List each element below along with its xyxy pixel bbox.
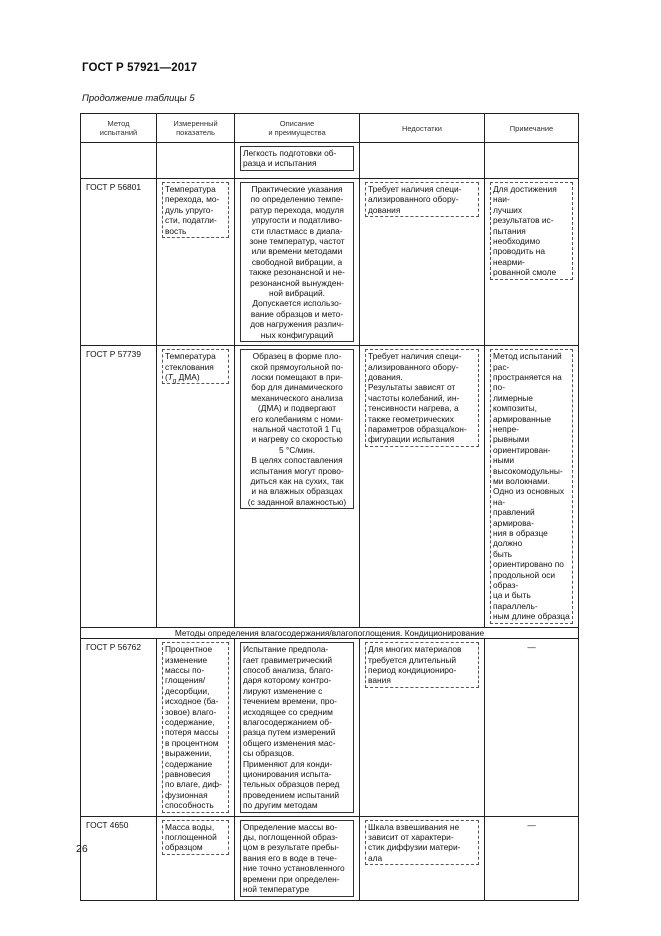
header-description-line2: и преимущества <box>268 128 326 137</box>
text-line: Процентное <box>165 644 213 655</box>
text-line: — <box>527 642 536 653</box>
text-line: ала <box>368 852 383 863</box>
text-line: Метод испытаний рас- <box>493 351 562 372</box>
section-title: Методы определения влагосодержания/влагопоглощения. Кондиционирование <box>81 627 579 639</box>
cell-description <box>235 816 360 900</box>
description-text <box>240 146 354 171</box>
text-line: Требует наличия специ- <box>368 184 462 194</box>
text-line: дов нагружения различ- <box>250 319 344 330</box>
note-text <box>490 182 573 280</box>
text-line: ализированного обору- <box>368 194 459 205</box>
text-line: Для достижения наи- <box>493 184 557 205</box>
text-line: правлений армирова- <box>493 507 535 528</box>
header-method <box>81 114 157 143</box>
text-line: влагосодержанием об- <box>243 717 332 727</box>
header-method-line1: Метод <box>107 119 130 128</box>
cell-drawbacks <box>360 143 485 179</box>
text-line: ной вибраций. <box>268 288 325 299</box>
text-line: в процентном <box>165 737 219 748</box>
text-line: (с заданной влажностью) <box>247 496 347 507</box>
cell-method <box>81 346 157 628</box>
text-line: ния в образце должно <box>493 528 548 549</box>
text-line: фузионная <box>165 789 208 800</box>
cell-description <box>235 639 360 817</box>
text-line: и нагреву со скоростью <box>251 434 343 445</box>
table-row <box>81 346 579 628</box>
text-line: времени при определен- <box>243 873 340 884</box>
text-line: дуль упруго- <box>165 204 214 215</box>
text-line: диться как на сухих, так <box>250 475 344 486</box>
text-line: лоски помещают в при- <box>251 371 343 382</box>
table-continuation-caption: Продолжение таблицы 5 <box>82 93 195 104</box>
text-line: его колебаниям с номи- <box>250 413 344 424</box>
header-indicator <box>157 114 235 143</box>
text-line: тельных образцов перед <box>243 779 340 790</box>
table-row <box>81 179 579 346</box>
text-line: изменение <box>165 654 208 665</box>
text-line: ской прямоугольной по- <box>250 361 344 372</box>
text-line: сти, податли- <box>165 215 217 226</box>
text-line: фигурации испытания <box>368 434 455 445</box>
header-method-line2: испытаний <box>99 128 138 137</box>
text-line: дования <box>368 204 401 215</box>
section-title-row <box>81 627 579 639</box>
text-line: цом в результате пребы- <box>243 842 339 853</box>
text-line: течением времени, про- <box>243 696 337 707</box>
text-line: ние точно установленного <box>243 863 345 874</box>
text-line: зовое) влаго- <box>165 706 217 717</box>
text-line: Температура <box>165 184 216 194</box>
text-line: тенсивности нагрева, а <box>368 403 459 414</box>
text-line: также резонансной и не- <box>249 267 345 278</box>
text-line: проведением испытаний <box>243 789 340 800</box>
text-line: по определению темпе- <box>250 194 344 205</box>
drawbacks-text <box>365 182 479 217</box>
text-line: ных конфигураций <box>260 329 334 340</box>
text-line: способность <box>165 800 214 811</box>
description-text <box>240 182 354 342</box>
cell-drawbacks <box>360 179 485 346</box>
text-line: зависит от характери- <box>368 832 454 843</box>
cell-description <box>235 179 360 346</box>
text-line: сти пластмасс в диапа- <box>251 225 343 236</box>
text-line: — <box>527 819 536 830</box>
text-line: Требует наличия специ- <box>368 351 462 362</box>
text-line: армированные непре- <box>493 413 552 434</box>
text-line: бор для динамического <box>251 382 343 393</box>
cell-indicator-text <box>157 143 234 149</box>
text-line: испытания могут прово- <box>250 465 344 476</box>
text-line: дования. <box>368 371 403 382</box>
text-line: разца путем измерений <box>243 727 336 738</box>
text-line: ной температуре <box>243 884 310 895</box>
indicator-symbol: ($T_g$ ДМА) <box>165 371 200 385</box>
drawbacks-text <box>365 642 479 688</box>
text-line: В целях сопоставления <box>251 455 343 466</box>
text-line: ми волокнами. <box>493 475 550 486</box>
text-line: лимерные композиты, <box>493 392 537 414</box>
text-line: нальной частотой 1 Гц <box>253 423 341 434</box>
cell-indicator <box>157 143 235 179</box>
cell-method <box>81 179 157 346</box>
cell-method <box>81 816 157 900</box>
note-text <box>490 349 573 624</box>
text-line: Образец в форме пло- <box>252 351 342 362</box>
text-line: и на влажных образцах <box>251 486 343 497</box>
text-line: Для многих материалов <box>368 644 462 655</box>
standard-code-header: ГОСТ Р 57921—2017 <box>82 62 198 74</box>
cell-note <box>485 179 579 346</box>
text-line: способ анализа, благо- <box>243 664 334 675</box>
description-text <box>240 349 354 509</box>
text-line: Одно из основных на- <box>493 486 565 507</box>
symbol-sub: g <box>172 378 177 385</box>
text-line: пространяется на по- <box>493 371 562 393</box>
method-code: ГОСТ 4650 <box>86 819 129 830</box>
text-line: даря которому контро- <box>243 675 332 686</box>
text-line: ды, поглощенной образ- <box>243 832 338 843</box>
text-line: массы по- <box>165 664 205 675</box>
cell-description <box>235 143 360 179</box>
text-line: ализированного обору- <box>368 361 459 372</box>
text-line: по влаге, диф- <box>165 779 222 790</box>
text-line: лируют изменение с <box>243 685 323 696</box>
text-line: Применяют для конди- <box>243 758 333 769</box>
text-line: проводить на неарми- <box>493 246 546 267</box>
text-line: сы образцов. <box>243 748 295 759</box>
text-line: перехода, мо- <box>165 194 220 205</box>
text-line: содержание <box>165 758 213 769</box>
header-indicator-line1: Измеренный <box>173 119 218 128</box>
text-line: по другим методам <box>243 800 318 811</box>
text-line: период кондициониро- <box>368 664 457 675</box>
cell-drawbacks <box>360 346 485 628</box>
cell-indicator <box>157 816 235 900</box>
cell-note <box>485 143 579 179</box>
header-description-line1: Описание <box>279 119 315 128</box>
text-line: вание образцов и мето- <box>250 308 344 319</box>
text-line: Испытание предпола- <box>243 644 329 655</box>
text-line: вость <box>165 225 187 236</box>
cell-indicator <box>157 346 235 628</box>
text-line: исходное (ба- <box>165 696 219 707</box>
indicator-text <box>162 182 229 238</box>
text-line: рованной смоле <box>493 267 557 278</box>
method-code: ГОСТ Р 56762 <box>86 642 141 653</box>
table-row <box>81 639 579 817</box>
text-line: гает гравиметрический <box>243 654 333 665</box>
symbol-rest: ДМА) <box>176 371 200 382</box>
text-line: равновесия <box>165 769 211 780</box>
text-line: Допускается использо- <box>252 298 342 309</box>
cell-indicator <box>157 639 235 817</box>
text-line: (ДМА) и подвергают <box>257 403 337 414</box>
header-description <box>235 114 360 143</box>
text-line: Практические указания <box>251 184 343 194</box>
text-line: зоне температур, частот <box>249 236 345 247</box>
description-text <box>240 820 354 897</box>
text-line: поглощенной <box>165 832 217 843</box>
method-code: ГОСТ Р 57739 <box>86 349 141 360</box>
text-line: ционирования испыта- <box>243 769 332 780</box>
table-header-row <box>81 114 579 143</box>
text-line: Легкость подготовки об- <box>243 148 337 158</box>
text-line: пытания необходимо <box>493 225 541 247</box>
indicator-text <box>162 820 229 855</box>
text-line: глощения/ <box>165 675 206 686</box>
symbol-T: T <box>167 371 173 382</box>
method-code: ГОСТ Р 56801 <box>86 182 141 192</box>
indicator-text <box>162 349 229 384</box>
text-line: или времени методами <box>251 246 343 257</box>
text-line: образцом <box>165 842 203 853</box>
header-note: Примечание <box>485 114 579 143</box>
text-line: также геометрических <box>368 413 454 424</box>
text-line: продольной оси образ- <box>493 569 556 591</box>
text-line: требуется длительный <box>368 654 457 665</box>
text-line: общего изменения мас- <box>243 737 336 748</box>
cell-note <box>485 816 579 900</box>
table-row <box>81 816 579 900</box>
text-line: вания его в воде в тече- <box>243 852 337 863</box>
cell-drawbacks <box>360 816 485 900</box>
text-line: 5 °С/мин. <box>278 444 316 455</box>
text-line: ным длине образца <box>493 611 570 622</box>
text-line: исходящее со средним <box>243 706 333 717</box>
description-text <box>240 642 354 813</box>
page-number: 26 <box>76 843 88 855</box>
indicator-line: стеклования <box>165 361 214 372</box>
indicator-line: Температура <box>165 351 216 362</box>
text-line: упругости и податливо- <box>251 215 343 226</box>
cell-note <box>485 639 579 817</box>
header-drawbacks: Недостатки <box>360 114 485 143</box>
text-line: рывными ориентирован- <box>493 434 551 455</box>
text-line: содержание, <box>165 717 215 727</box>
text-line: выражении, <box>165 748 212 759</box>
text-line: Результаты зависят от <box>368 382 456 393</box>
text-line: параметров образца/кон- <box>368 423 467 434</box>
text-line: механического анализа <box>251 392 343 403</box>
methods-table <box>80 113 579 901</box>
text-line: ратур перехода, модуля <box>250 204 344 215</box>
cell-note <box>485 346 579 628</box>
text-line: быть ориентировано по <box>493 548 564 570</box>
cell-method-text <box>81 143 156 149</box>
text-line: лучших результатов ис- <box>493 204 554 226</box>
text-line: вания <box>368 675 391 686</box>
text-line: десорбции, <box>165 685 210 696</box>
cell-method <box>81 143 157 179</box>
text-line: резонансной вынужден- <box>250 277 344 288</box>
text-line: ца и быть параллель- <box>493 590 538 611</box>
cell-indicator <box>157 179 235 346</box>
cell-drawbacks <box>360 639 485 817</box>
note-text <box>485 817 578 833</box>
cell-method <box>81 639 157 817</box>
text-line: Определение массы во- <box>243 821 338 832</box>
drawbacks-text <box>365 349 479 447</box>
text-line: свободной вибрации, а <box>251 256 343 267</box>
cell-description <box>235 346 360 628</box>
indicator-text <box>162 642 229 813</box>
table-row <box>81 143 579 179</box>
header-indicator-line2: показатель <box>176 128 215 137</box>
text-line: потеря массы <box>165 727 219 738</box>
text-line: частоты колебаний, ин- <box>368 392 460 403</box>
text-line: Масса воды, <box>165 821 215 832</box>
text-line: разца и испытания <box>243 158 317 169</box>
text-line: стик диффузии матери- <box>368 842 461 853</box>
drawbacks-text <box>365 820 479 866</box>
text-line: Шкала взвешивания не <box>368 821 460 832</box>
text-line: ными высокомодульны- <box>493 455 563 476</box>
note-text <box>485 639 578 655</box>
